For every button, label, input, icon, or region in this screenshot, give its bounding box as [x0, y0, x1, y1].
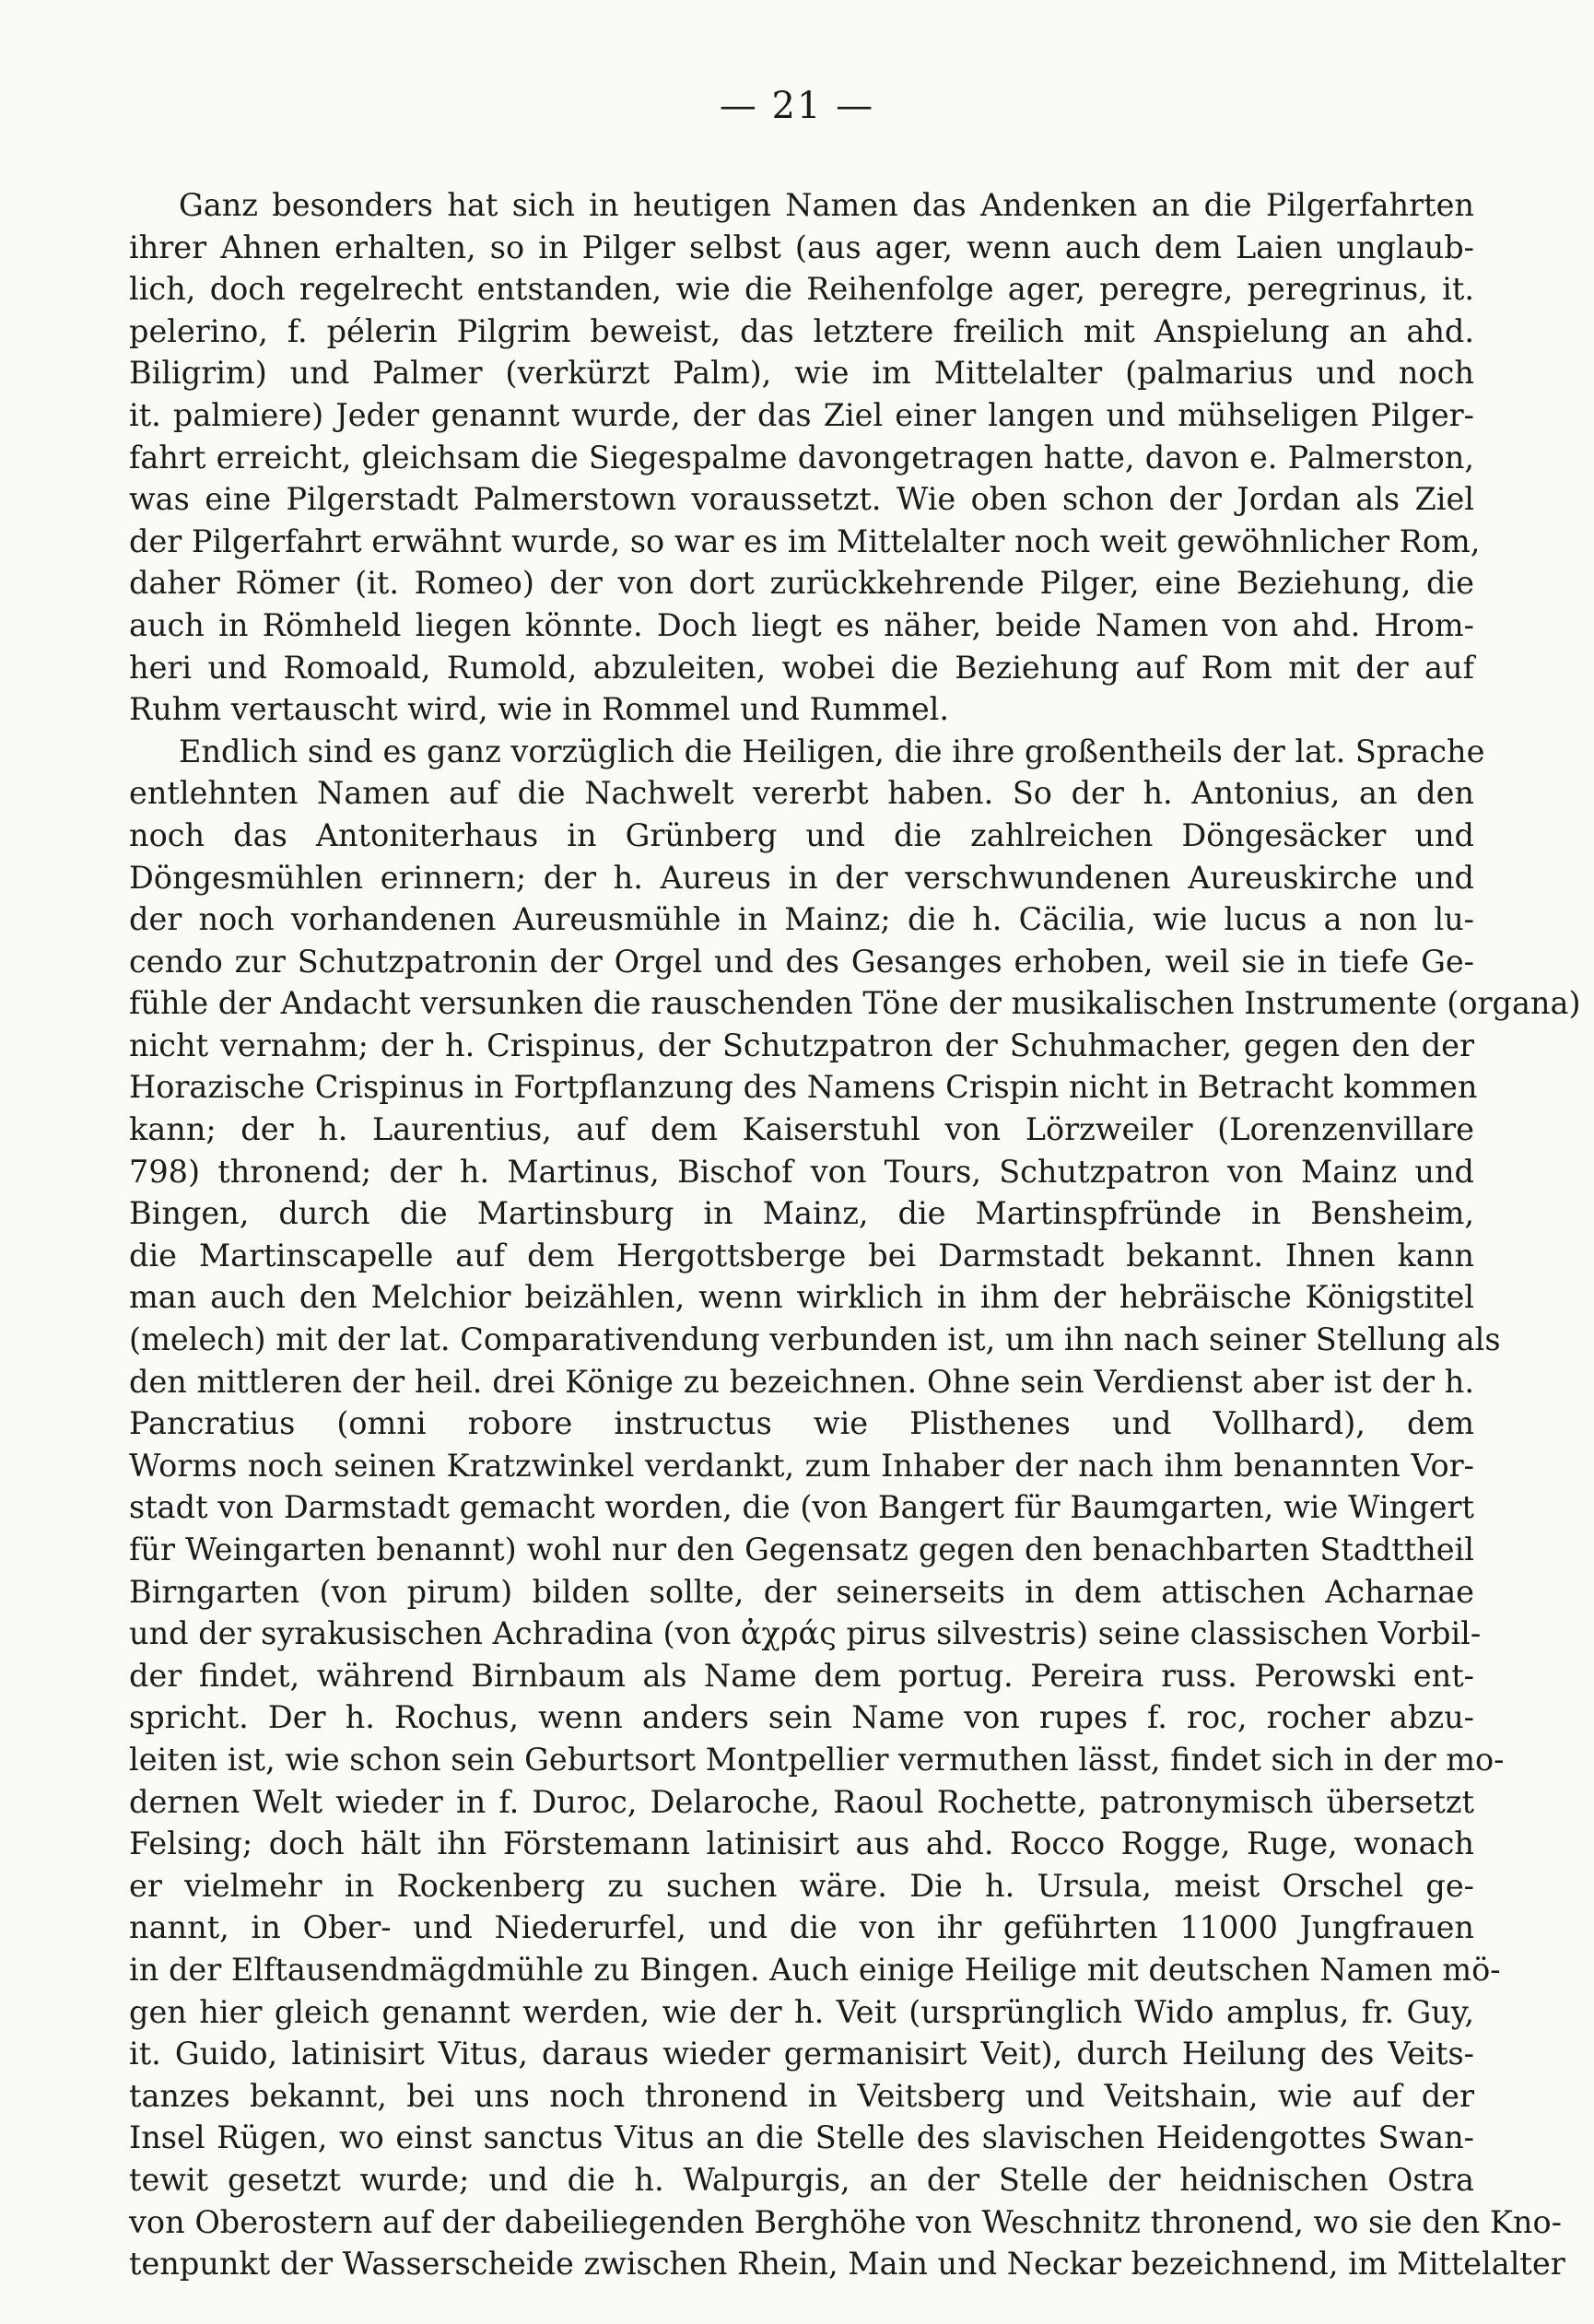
- text-line: tanzes bekannt, bei uns noch thronend in Veitsberg und Veitshain, wie auf der: [129, 2077, 1474, 2114]
- text-line: man auch den Melchior beizählen, wenn wirklich in ihm der hebräische Königstitel: [129, 1279, 1474, 1316]
- text-line: stadt von Darmstadt gemacht worden, die (von Bangert für Baumgarten, wie Wingert: [129, 1489, 1474, 1526]
- text-line: von Oberostern auf der dabeiliegenden Berghöhe von Weschnitz thronend, wo sie den Kno-: [129, 2203, 1562, 2240]
- text-line: für Weingarten benannt) wohl nur den Gegensatz gegen den benachbarten Stadttheil: [129, 1532, 1474, 1567]
- text-line: cendo zur Schutzpatronin der Orgel und des Gesanges erhoben, weil sie in tiefe Ge-: [129, 943, 1474, 980]
- text-line: Biligrim) und Palmer (verkürzt Palm), wie im Mittelalter (palmarius und noch: [129, 355, 1474, 392]
- text-line: Horazische Crispinus in Fortpflanzung des Namens Crispin nicht in Betracht kommen: [129, 1069, 1478, 1106]
- text-line: it. palmiere) Jeder genannt wurde, der das Ziel einer langen und mühseligen Pilger-: [129, 396, 1474, 433]
- text-line: der findet, während Birnbaum als Name dem portug. Pereira russ. Perowski ent-: [129, 1657, 1474, 1694]
- text-line: ihrer Ahnen erhalten, so in Pilger selbst (aus ager, wenn auch dem Laien unglaub-: [129, 229, 1474, 265]
- text-line: und der syrakusischen Achradina (von ἀχράς pirus silvestris) seine classischen Vorbil-: [129, 1615, 1482, 1652]
- text-line: tenpunkt der Wasserscheide zwischen Rhein, Main und Neckar bezeichnend, im Mittelalter: [129, 2246, 1565, 2283]
- text-line: it. Guido, latinisirt Vitus, daraus wieder germanisirt Veit), durch Heilung des Veits-: [129, 2036, 1474, 2072]
- text-line: kann; der h. Laurentius, auf dem Kaiserstuhl von Lörzweiler (Lorenzenvillare: [129, 1111, 1474, 1148]
- paragraph: [129, 731, 1581, 2285]
- text-line: Pancratius (omni robore instructus wie Plisthenes und Vollhard), dem: [129, 1405, 1474, 1442]
- page-number: — 21 —: [719, 85, 875, 127]
- text-line: Birngarten (von pirum) bilden sollte, der seinerseits in dem attischen Acharnae: [129, 1573, 1474, 1610]
- body-text: [129, 184, 1581, 2285]
- text-line: pelerino, f. pélerin Pilgrim beweist, das letztere freilich mit Anspielung an ahd.: [129, 312, 1474, 349]
- text-line: spricht. Der h. Rochus, wenn anders sein Name von rupes f. roc, rocher abzu-: [129, 1699, 1474, 1736]
- text-line: nicht vernahm; der h. Crispinus, der Schutzpatron der Schuhmacher, gegen den der: [129, 1027, 1474, 1063]
- text-line: Insel Rügen, wo einst sanctus Vitus an die Stelle des slavischen Heidengottes Swan-: [129, 2119, 1474, 2156]
- text-line: leiten ist, wie schon sein Geburtsort Montpellier vermuthen lässt, findet sich in der mo-: [129, 1741, 1505, 1778]
- text-line: Döngesmühlen erinnern; der h. Aureus in der verschwundenen Aureuskirche und: [129, 859, 1474, 896]
- text-line: der noch vorhandenen Aureusmühle in Mainz; die h. Cäcilia, wie lucus a non lu-: [129, 901, 1474, 938]
- text-line: die Martinscapelle auf dem Hergottsberge bei Darmstadt bekannt. Ihnen kann: [129, 1237, 1474, 1274]
- text-line: 798) thronend; der h. Martinus, Bischof von Tours, Schutzpatron von Mainz und: [129, 1153, 1474, 1190]
- text-line: nannt, in Ober- und Niederurfel, und die von ihr geführten 11000 Jungfrauen: [129, 1909, 1474, 1946]
- paragraph: [129, 184, 1481, 731]
- text-line: tewit gesetzt wurde; und die h. Walpurgis, an der Stelle der heidnischen Ostra: [129, 2161, 1474, 2198]
- text-line: auch in Römheld liegen könnte. Doch liegt es näher, beide Namen von ahd. Hrom-: [129, 606, 1474, 643]
- text-line: Felsing; doch hält ihn Förstemann latinisirt aus ahd. Rocco Rogge, Ruge, wonach: [129, 1825, 1474, 1862]
- text-line: in der Elftausendmägdmühle zu Bingen. Auch einige Heilige mit deutschen Namen mö-: [129, 1951, 1501, 1988]
- text-line: entlehnten Namen auf die Nachwelt vererbt haben. So der h. Antonius, an den: [129, 775, 1474, 812]
- text-line: gen hier gleich genannt werden, wie der h. Veit (ursprünglich Wido amplus, fr. Guy,: [129, 1993, 1474, 2030]
- text-line: lich, doch regelrecht entstanden, wie die Reihenfolge ager, peregre, peregrinus, it.: [129, 271, 1474, 308]
- text-line: Ganz besonders hat sich in heutigen Namen das Andenken an die Pilgerfahrten: [179, 187, 1474, 223]
- text-line: Ruhm vertauscht wird, wie in Rommel und Rummel.: [129, 691, 950, 728]
- text-line: er vielmehr in Rockenberg zu suchen wäre. Die h. Ursula, meist Orschel ge-: [129, 1867, 1474, 1904]
- text-line: fühle der Andacht versunken die rauschenden Töne der musikalischen Instrumente (organa): [129, 985, 1581, 1022]
- text-line: Endlich sind es ganz vorzüglich die Heiligen, die ihre großentheils der lat. Sprache: [179, 733, 1485, 769]
- text-line: was eine Pilgerstadt Palmerstown voraussetzt. Wie oben schon der Jordan als Ziel: [129, 481, 1474, 518]
- text-line: den mittleren der heil. drei Könige zu bezeichnen. Ohne sein Verdienst aber ist der h.: [129, 1363, 1474, 1400]
- text-line: daher Römer (it. Romeo) der von dort zurückkehrende Pilger, eine Beziehung, die: [129, 565, 1474, 602]
- text-line: fahrt erreicht, gleichsam die Siegespalme davongetragen hatte, davon e. Palmerston,: [129, 439, 1474, 475]
- text-line: noch das Antoniterhaus in Grünberg und die zahlreichen Döngesäcker und: [129, 816, 1474, 853]
- text-line: Bingen, durch die Martinsburg in Mainz, die Martinspfründe in Bensheim,: [129, 1195, 1474, 1232]
- text-line: Worms noch seinen Kratzwinkel verdankt, zum Inhaber der nach ihm benannten Vor-: [129, 1447, 1474, 1484]
- text-line: dernen Welt wieder in f. Duroc, Delaroche, Raoul Rochette, patronymisch übersetzt: [129, 1783, 1474, 1820]
- text-line: der Pilgerfahrt erwähnt wurde, so war es im Mittelalter noch weit gewöhnlicher Rom,: [129, 522, 1481, 559]
- text-line: (melech) mit der lat. Comparativendung verbunden ist, um ihn nach seiner Stellung als: [129, 1321, 1501, 1358]
- text-line: heri und Romoald, Rumold, abzuleiten, wobei die Beziehung auf Rom mit der auf: [129, 649, 1474, 686]
